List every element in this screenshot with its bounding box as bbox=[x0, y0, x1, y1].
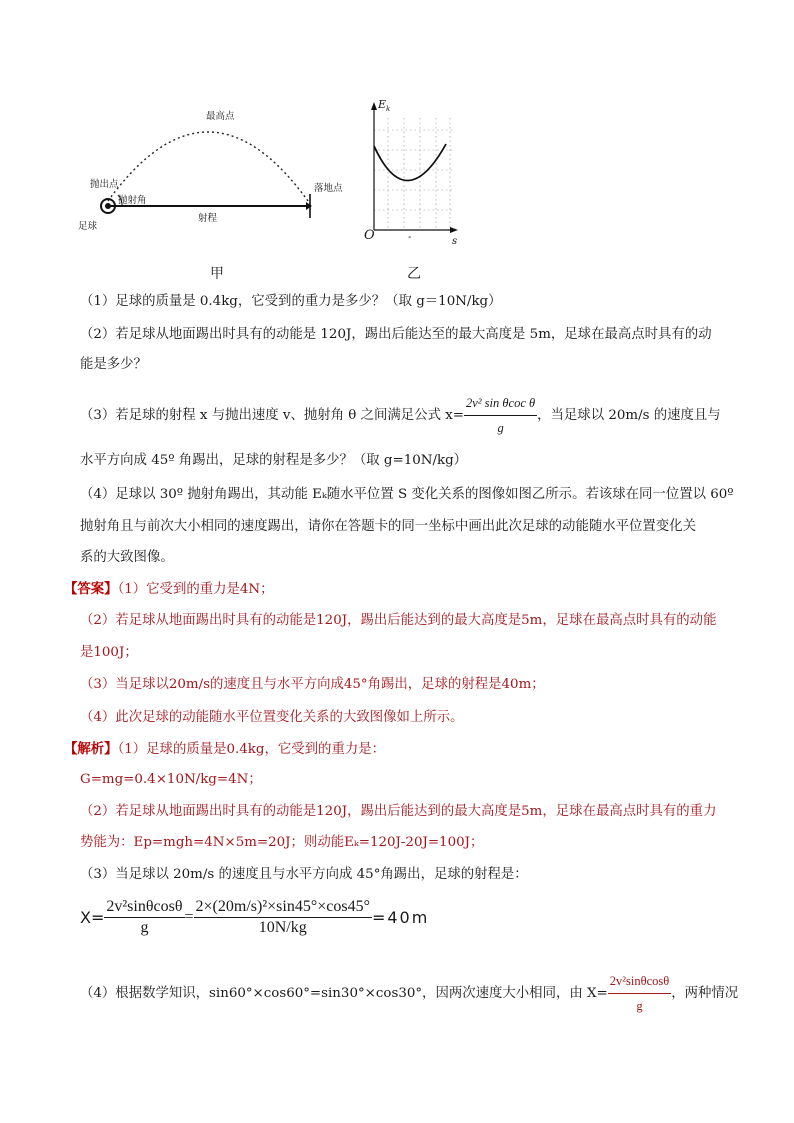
answer-tag: 【答案】 bbox=[64, 581, 118, 597]
question-4-line3: 系的大致图像。 bbox=[80, 550, 174, 565]
answer-1: （1）它受到的重力是4N； bbox=[117, 582, 274, 597]
label-launch-angle: 抛射角 bbox=[118, 195, 147, 206]
analysis-4-den: g bbox=[636, 999, 643, 1013]
question-3-post: ，当足球以 20m/s 的速度且与 bbox=[537, 408, 721, 423]
figure-trajectory bbox=[78, 98, 348, 248]
label-launch-point: 抛出点 bbox=[90, 179, 119, 190]
eq-fraction-2 bbox=[194, 898, 372, 937]
figure-energy-graph bbox=[362, 98, 462, 253]
analysis-2-line1: （2）若足球从地面踢出时具有的动能是120J，踢出后能达到的最大高度是5m，足球在最高点时具有的重力 bbox=[80, 804, 717, 819]
eq-num-2: 2×(20m/s)²×sin45°×cos45° bbox=[194, 898, 372, 918]
formula-numerator: 2v² sin θcoc θ bbox=[464, 392, 537, 416]
eq-den-2: 10N/kg bbox=[258, 919, 307, 936]
question-2-line1: （2）若足球从地面踢出时具有的动能是 120J，踢出后能达至的最大高度是 5m，足球在最高点时具有的动 bbox=[80, 327, 712, 342]
analysis-4-post: ，两种情况 bbox=[671, 986, 739, 1001]
answer-line-1 bbox=[64, 580, 274, 599]
trajectory-arc bbox=[108, 132, 308, 201]
eq-fraction-1 bbox=[104, 898, 184, 937]
origin-label: O bbox=[364, 228, 375, 243]
figure-a-caption: 甲 bbox=[210, 266, 224, 282]
eq-num-1: 2v²sinθcosθ bbox=[104, 898, 184, 918]
formula-denominator: g bbox=[497, 421, 504, 435]
range-equation bbox=[80, 898, 429, 937]
energy-curve bbox=[374, 144, 446, 181]
x-axis-label: s bbox=[452, 236, 458, 247]
analysis-tag: 【解析】 bbox=[64, 741, 118, 757]
eq-rhs: =40m bbox=[371, 908, 430, 927]
question-4-line2: 抛射角且与前次大小相同的速度踢出，请你在答题卡的同一坐标中画出此次足球的动能随水平位置变化关 bbox=[80, 519, 696, 534]
eq-lhs: X= bbox=[80, 908, 105, 927]
analysis-4-pre: （4）根据数学知识，sin60°×cos60°=sin30°×cos30°，因两次速度大小相同，由 X= bbox=[80, 986, 608, 1001]
analysis-4-num: 2v²sinθcosθ bbox=[608, 970, 671, 994]
figure-b-caption: 乙 bbox=[407, 266, 421, 282]
answer-2-line1: （2）若足球从地面踢出时具有的动能是120J，踢出后能达到的最大高度是5m，足球在最高点时具有的动能 bbox=[80, 613, 717, 628]
answer-3: （3）当足球以20m/s的速度且与水平方向成45°角踢出，足球的射程是40m； bbox=[80, 677, 545, 692]
analysis-line-1 bbox=[64, 740, 385, 759]
analysis-4-line1 bbox=[80, 970, 738, 1017]
energy-graph-svg bbox=[362, 98, 462, 253]
label-ball: 足球 bbox=[78, 221, 98, 232]
analysis-1-equation: G=mg=0.4×10N/kg=4N； bbox=[80, 772, 262, 787]
question-4-line1: （4）足球以 30º 抛射角踢出，其动能 Eₖ随水平位置 S 变化关系的图像如图乙所示。若该球在同一位置以 60º bbox=[80, 487, 734, 502]
label-landing-point: 落地点 bbox=[314, 183, 343, 194]
answer-2-line2: 是100J； bbox=[80, 645, 138, 660]
answer-4: （4）此次足球的动能随水平位置变化关系的大致图像如上所示。 bbox=[80, 710, 464, 725]
eq-equals: = bbox=[184, 908, 194, 926]
x-tick-mark: - bbox=[408, 232, 412, 243]
analysis-2-line2: 势能为：Ep=mgh=4N×5m=20J；则动能Eₖ=120J-20J=100J； bbox=[80, 835, 484, 850]
analysis-1: （1）足球的质量是0.4kg，它受到的重力是： bbox=[117, 742, 386, 757]
question-3-pre: （3）若足球的射程 x 与抛出速度 v、抛射角 θ 之间满足公式 x= bbox=[80, 408, 464, 423]
question-3-line1 bbox=[80, 392, 721, 439]
analysis-3: （3）当足球以 20m/s 的速度且与水平方向成 45°角踢出，足球的射程是： bbox=[80, 867, 528, 882]
question-1: （1）足球的质量是 0.4kg，它受到的重力是多少？（取 g＝10N/kg） bbox=[80, 294, 502, 309]
label-range: 射程 bbox=[198, 213, 218, 224]
y-axis-label: $E_k$ bbox=[378, 98, 391, 114]
question-2-line2: 能是多少？ bbox=[80, 357, 147, 372]
label-highest-point: 最高点 bbox=[206, 111, 235, 122]
analysis-4-formula bbox=[608, 970, 671, 1017]
eq-den-1: g bbox=[140, 919, 149, 936]
question-3-formula bbox=[464, 392, 537, 439]
question-3-line2: 水平方向成 45º 角踢出，足球的射程是多少？（取 g=10N/kg） bbox=[80, 453, 468, 468]
